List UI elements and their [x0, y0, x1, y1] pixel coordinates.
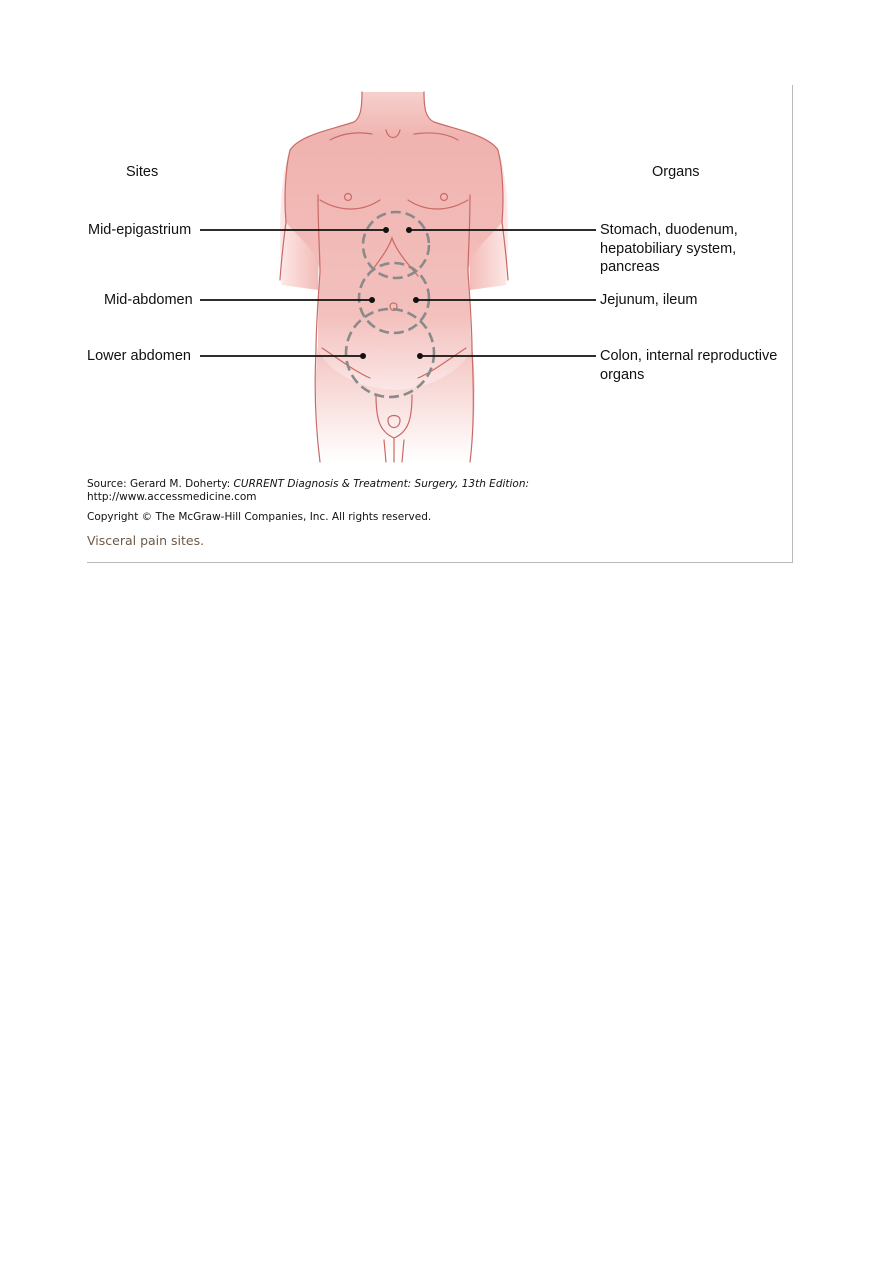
source-prefix: Source: Gerard M. Doherty: [87, 478, 234, 490]
organ-label-epigastrium-1: Stomach, duodenum, [600, 222, 738, 238]
source-url[interactable]: http://www.accessmedicine.com [87, 491, 257, 503]
source-title: CURRENT Diagnosis & Treatment: Surgery, 13th Edition: [233, 478, 530, 490]
copyright-line: Copyright © The McGraw-Hill Companies, Inc. All rights reserved. [87, 511, 432, 523]
organ-label-mid-abdomen: Jejunum, ileum [600, 292, 698, 308]
organ-label-lower-abdomen-2: organs [600, 367, 645, 383]
site-label-epigastrium: Mid-epigastrium [88, 222, 192, 238]
organs-heading: Organs [652, 164, 700, 180]
site-label-lower-abdomen: Lower abdomen [87, 348, 191, 364]
site-label-mid-abdomen: Mid-abdomen [104, 292, 193, 308]
torso [285, 92, 503, 390]
organ-label-epigastrium-2: hepatobiliary system, [600, 241, 737, 257]
source-line [87, 478, 529, 490]
organ-label-lower-abdomen-1: Colon, internal reproductive [600, 348, 778, 364]
figure-caption: Visceral pain sites. [87, 533, 205, 548]
sites-heading: Sites [126, 164, 159, 180]
organ-label-epigastrium-3: pancreas [600, 259, 660, 275]
